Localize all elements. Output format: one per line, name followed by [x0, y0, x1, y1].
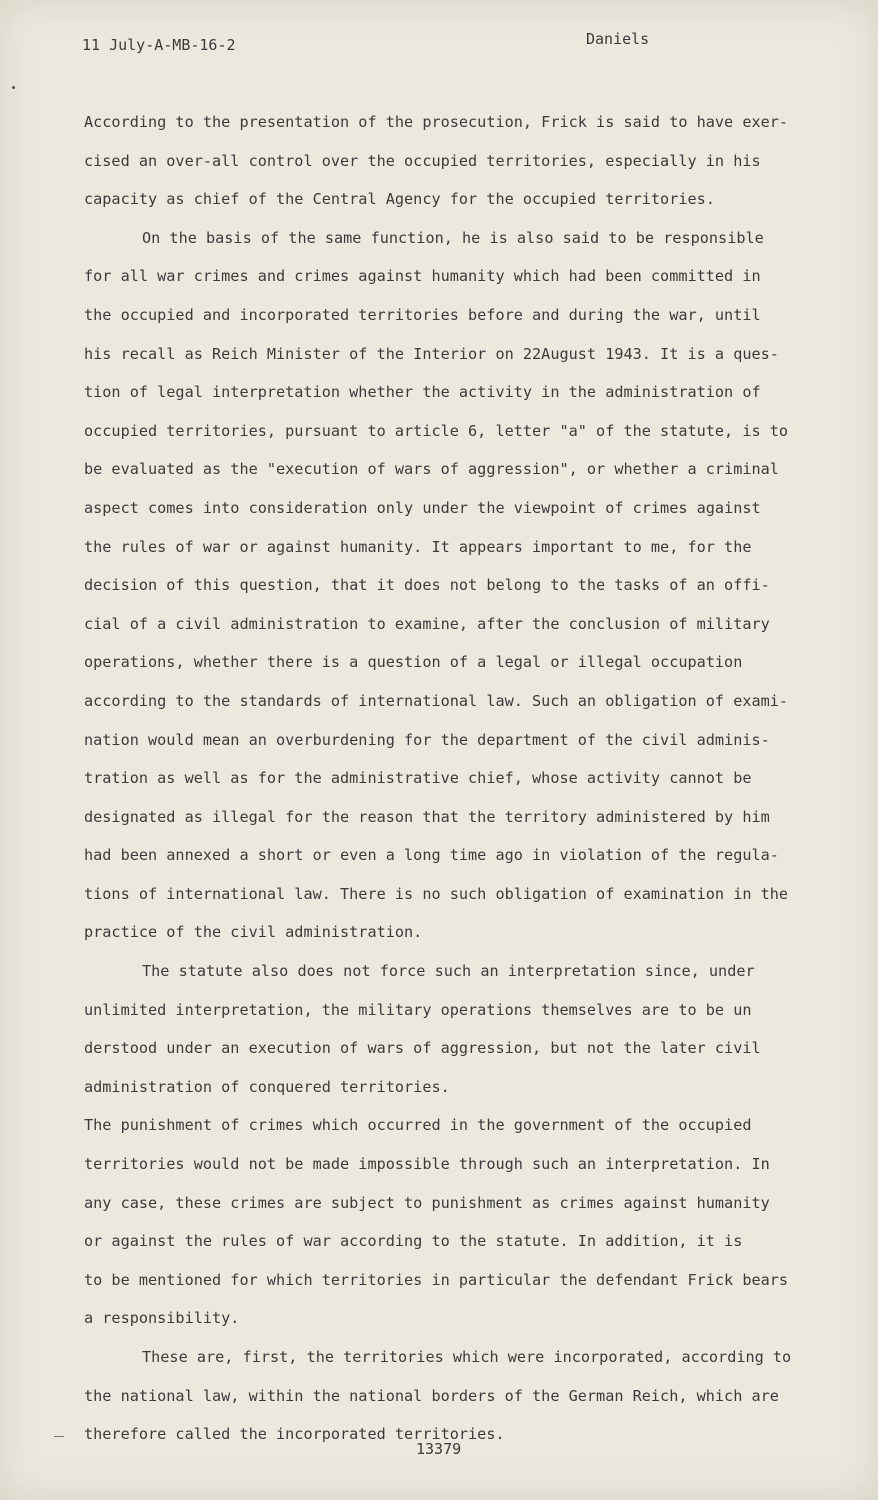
page-number: 13379 — [416, 1440, 462, 1458]
text-line: to be mentioned for which territories in particular the defendant Frick bears — [84, 1270, 789, 1289]
text-line: tion of legal interpretation whether the activity in the administration of — [84, 383, 761, 402]
text-line: practice of the civil administration. — [84, 923, 423, 942]
text-line: had been annexed a short or even a long time ago in violation of the regula- — [84, 846, 779, 865]
paper-speck — [12, 86, 15, 89]
text-line: according to the standards of international law. Such an obligation of exami- — [84, 691, 789, 710]
text-line: his recall as Reich Minister of the Interior on 22August 1943. It is a ques- — [84, 344, 779, 363]
text-line: cial of a civil administration to examine, after the conclusion of military — [84, 614, 770, 633]
text-line: The statute also does not force such an interpretation since, under — [142, 962, 755, 981]
text-line: According to the presentation of the prosecution, Frick is said to have exer- — [84, 113, 789, 131]
body-text — [84, 103, 829, 1454]
text-line: therefore called the incorporated territories. — [84, 1425, 505, 1444]
text-line: unlimited interpretation, the military operations themselves are to be un — [84, 1000, 752, 1019]
text-line: for all war crimes and crimes against humanity which had been committed in — [84, 267, 761, 286]
text-line: operations, whether there is a question of a legal or illegal occupation — [84, 653, 743, 672]
text-line: occupied territories, pursuant to article 6, letter "a" of the statute, is to — [84, 421, 789, 440]
text-line: the national law, within the national borders of the German Reich, which are — [84, 1386, 779, 1405]
text-line: or against the rules of war according to the statute. In addition, it is — [84, 1232, 743, 1251]
document-reference: 11 July-A-MB-16-2 — [82, 36, 236, 54]
text-line: the rules of war or against humanity. It appears important to me, for the — [84, 537, 752, 556]
text-line: cised an over-all control over the occupied territories, especially in his — [84, 151, 761, 170]
text-line: derstood under an execution of wars of aggression, but not the later civil — [84, 1039, 761, 1058]
text-line: territories would not be made impossible through such an interpretation. In — [84, 1155, 770, 1174]
text-line: These are, first, the territories which were incorporated, according to — [142, 1348, 792, 1366]
text-line: tration as well as for the administrative chief, whose activity cannot be — [84, 769, 752, 788]
text-line: tions of international law. There is no such obligation of examination in the — [84, 884, 789, 903]
text-line: decision of this question, that it does not belong to the tasks of an offi- — [84, 576, 770, 595]
text-line: any case, these crimes are subject to punishment as crimes against humanity — [84, 1193, 770, 1212]
text-line: nation would mean an overburdening for the department of the civil adminis- — [84, 730, 770, 749]
reporter-name: Daniels — [586, 30, 650, 48]
text-line: The punishment of crimes which occurred in the government of the occupied — [84, 1116, 752, 1135]
text-line: aspect comes into consideration only under the viewpoint of crimes against — [84, 498, 761, 517]
text-line: designated as illegal for the reason that the territory administered by him — [84, 807, 770, 826]
text-line: a responsibility. — [84, 1309, 240, 1328]
text-line: On the basis of the same function, he is also said to be responsible — [142, 228, 764, 247]
text-line: capacity as chief of the Central Agency for the occupied territories. — [84, 190, 715, 209]
text-line: administration of conquered territories. — [84, 1077, 450, 1096]
margin-mark — [54, 1436, 64, 1437]
text-line: the occupied and incorporated territories before and during the war, until — [84, 305, 761, 324]
text-line: be evaluated as the "execution of wars of aggression", or whether a criminal — [84, 460, 779, 479]
